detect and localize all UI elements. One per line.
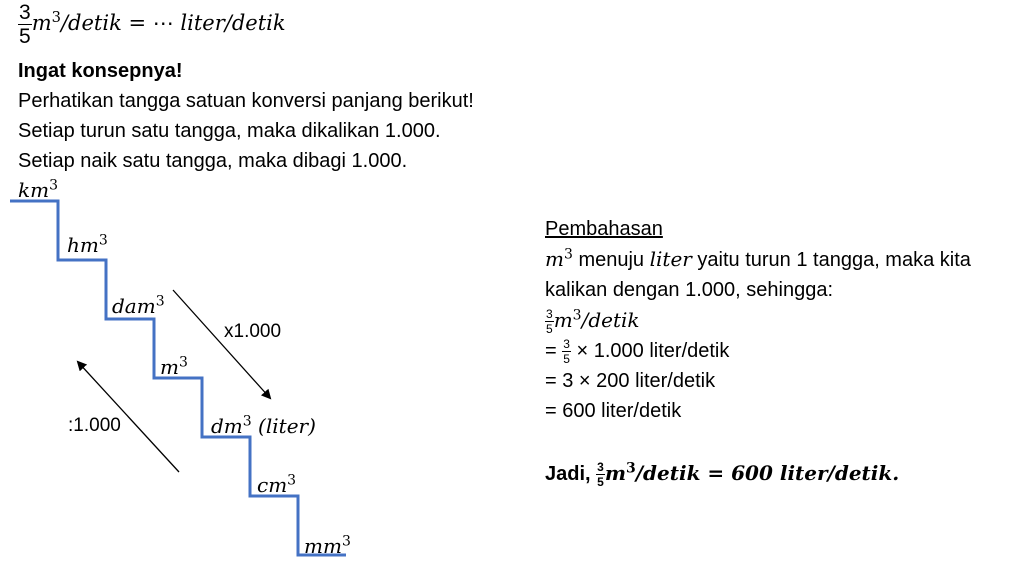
- step-label-hm: $hm^3$: [67, 232, 108, 257]
- solution-line-1: $m^3$ menuju liter yaitu turun 1 tangga, maka kita: [545, 246, 971, 271]
- solution-line-4: = $\frac{3}{5}$ × 1.000 liter/detik: [545, 337, 730, 367]
- fraction-denominator: 5: [19, 25, 31, 48]
- solution-title: Pembahasan: [545, 218, 663, 240]
- intro-line: Perhatikan tangga satuan konversi panjang berikut!: [18, 90, 474, 112]
- solution-line-6: = 600 liter/detik: [545, 400, 682, 422]
- intro-line: Setiap naik satu tangga, maka dibagi 1.000.: [18, 150, 408, 172]
- step-label-km: $km^3$: [18, 177, 59, 202]
- divide-label: :1.000: [68, 415, 121, 436]
- step-label-m: $m^3$: [160, 354, 188, 379]
- solution-line-2: kalikan dengan 1.000, sehingga:: [545, 279, 834, 301]
- step-label-dm: $dm^3$ (liter): [211, 413, 316, 438]
- step-label-mm: $mm^3$: [304, 533, 351, 558]
- question-equals: = ⋯: [121, 11, 181, 36]
- multiply-label: x1.000: [224, 321, 282, 342]
- intro-heading: Ingat konsepnya!: [18, 60, 183, 82]
- question-left-unit: m: [31, 11, 52, 36]
- down-arrow: [173, 290, 270, 398]
- question-left-rest: /detik: [60, 11, 122, 36]
- solution-line-3: $\frac{3}{5}$ $m^3$/detik: [546, 307, 640, 337]
- intro-line: Setiap turun satu tangga, maka dikalikan 1.000.: [18, 120, 441, 142]
- question-left-exp: 3: [51, 8, 61, 26]
- solution-line-5: = 3 × 200 liter/detik: [545, 370, 716, 392]
- fraction-numerator: 3: [19, 1, 31, 24]
- question-right-unit: liter/detik: [180, 11, 286, 36]
- solution-block: [545, 214, 971, 426]
- conclusion: Jadi, $\frac{3}{5}$ $m^3$/detik = 600 liter/detik.: [545, 460, 900, 490]
- step-label-dam: dam$^3$: [112, 293, 165, 318]
- step-label-cm: $cm^3$: [257, 472, 297, 497]
